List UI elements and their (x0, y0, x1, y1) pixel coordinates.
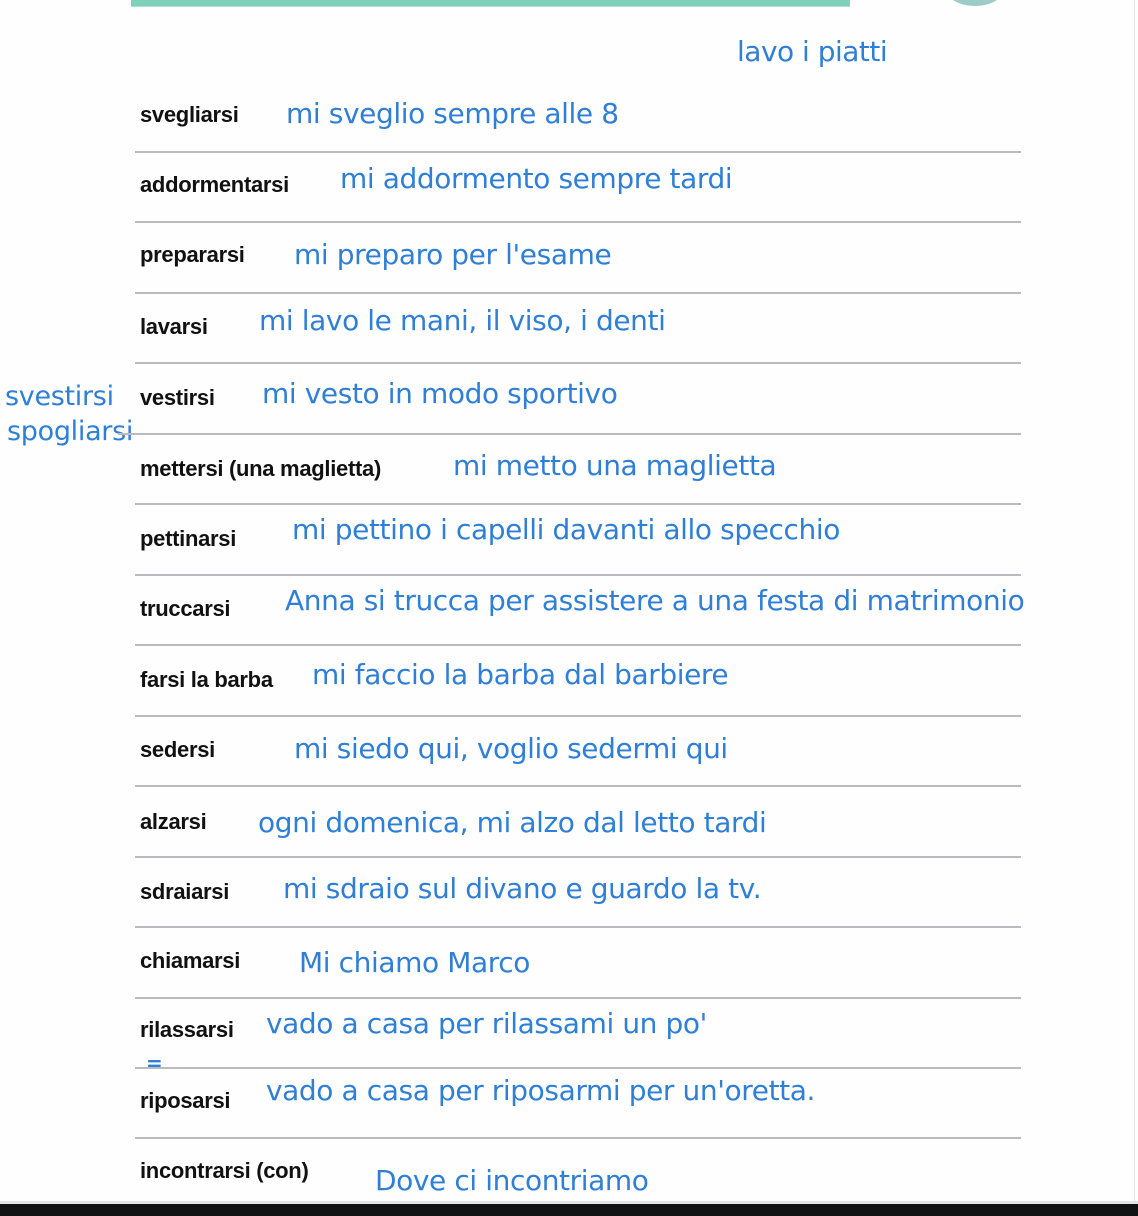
verb-label: alzarsi (140, 809, 207, 834)
entry-row (0, 98, 1138, 138)
verb-label: lavarsi (140, 314, 208, 339)
example-sentence: mi metto una maglietta (453, 449, 777, 482)
example-sentence: mi sdraio sul divano e guardo la tv. (283, 872, 762, 905)
annotation-spogliarsi: spogliarsi (7, 416, 134, 447)
entry-row (0, 946, 1138, 986)
divider (118, 433, 1021, 435)
entry-row (0, 513, 1138, 553)
divider (135, 856, 1021, 858)
bottom-dark-bar (0, 1201, 1138, 1216)
divider (135, 715, 1021, 717)
example-sentence: Anna si trucca per assistere a una festa di matrimonio (285, 584, 1025, 617)
entry-row (0, 658, 1138, 698)
divider (135, 151, 1021, 153)
entry-row (0, 449, 1138, 489)
entry-row (0, 806, 1138, 846)
example-sentence: mi pettino i capelli davanti allo specchio (292, 513, 840, 546)
divider (135, 997, 1021, 999)
verb-label: truccarsi (140, 596, 231, 621)
annotation-svestirsi: svestirsi (5, 381, 114, 412)
entry-row (0, 584, 1138, 624)
verb-label: pettinarsi (140, 526, 237, 551)
divider (135, 362, 1021, 364)
example-sentence: Dove ci incontriamo (375, 1164, 649, 1197)
entry-row (0, 304, 1138, 344)
example-sentence: mi vesto in modo sportivo (262, 377, 618, 410)
top-circle-decoration (942, 0, 1008, 6)
top-accent-bar (131, 0, 850, 7)
example-sentence: mi faccio la barba dal barbiere (312, 658, 729, 691)
example-sentence: mi addormento sempre tardi (340, 162, 733, 195)
entry-row (0, 162, 1138, 202)
entry-row (0, 238, 1138, 278)
divider (135, 785, 1021, 787)
example-sentence: vado a casa per rilassami un po' (266, 1007, 707, 1040)
example-sentence: ogni domenica, mi alzo dal letto tardi (258, 806, 767, 839)
verb-label: vestirsi (140, 385, 215, 410)
divider (135, 292, 1021, 294)
example-sentence: mi preparo per l'esame (294, 238, 612, 271)
verb-label: sedersi (140, 737, 215, 762)
entry-row (0, 732, 1138, 772)
divider (135, 221, 1021, 223)
verb-label: farsi la barba (140, 667, 273, 692)
verb-label: rilassarsi (140, 1017, 234, 1042)
verb-label: mettersi (una maglietta) (140, 456, 381, 481)
divider (135, 926, 1021, 928)
verb-label: addormentarsi (140, 172, 289, 197)
divider (135, 503, 1021, 505)
example-sentence: mi siedo qui, voglio sedermi qui (294, 732, 728, 765)
divider (135, 644, 1021, 646)
divider (135, 574, 1021, 576)
example-sentence: mi lavo le mani, il viso, i denti (259, 304, 666, 337)
example-sentence: Mi chiamo Marco (299, 946, 530, 979)
annotation-lavo-i-piatti: lavo i piatti (737, 35, 888, 68)
verb-label: sdraiarsi (140, 879, 230, 904)
entry-row (0, 872, 1138, 912)
entry-row (0, 1074, 1138, 1114)
entry-row (0, 1155, 1138, 1195)
verb-label: chiamarsi (140, 948, 241, 973)
verb-label: svegliarsi (140, 102, 239, 127)
verb-label: incontrarsi (con) (140, 1158, 309, 1183)
example-sentence: mi sveglio sempre alle 8 (286, 97, 619, 130)
divider (135, 1137, 1021, 1139)
verb-label: prepararsi (140, 242, 245, 267)
entry-row (0, 377, 1138, 417)
verb-label: riposarsi (140, 1088, 231, 1113)
annotation-equals-sign: = (146, 1051, 163, 1075)
divider (135, 1067, 1021, 1069)
entry-row (0, 1007, 1138, 1047)
example-sentence: vado a casa per riposarmi per un'oretta. (266, 1074, 815, 1107)
